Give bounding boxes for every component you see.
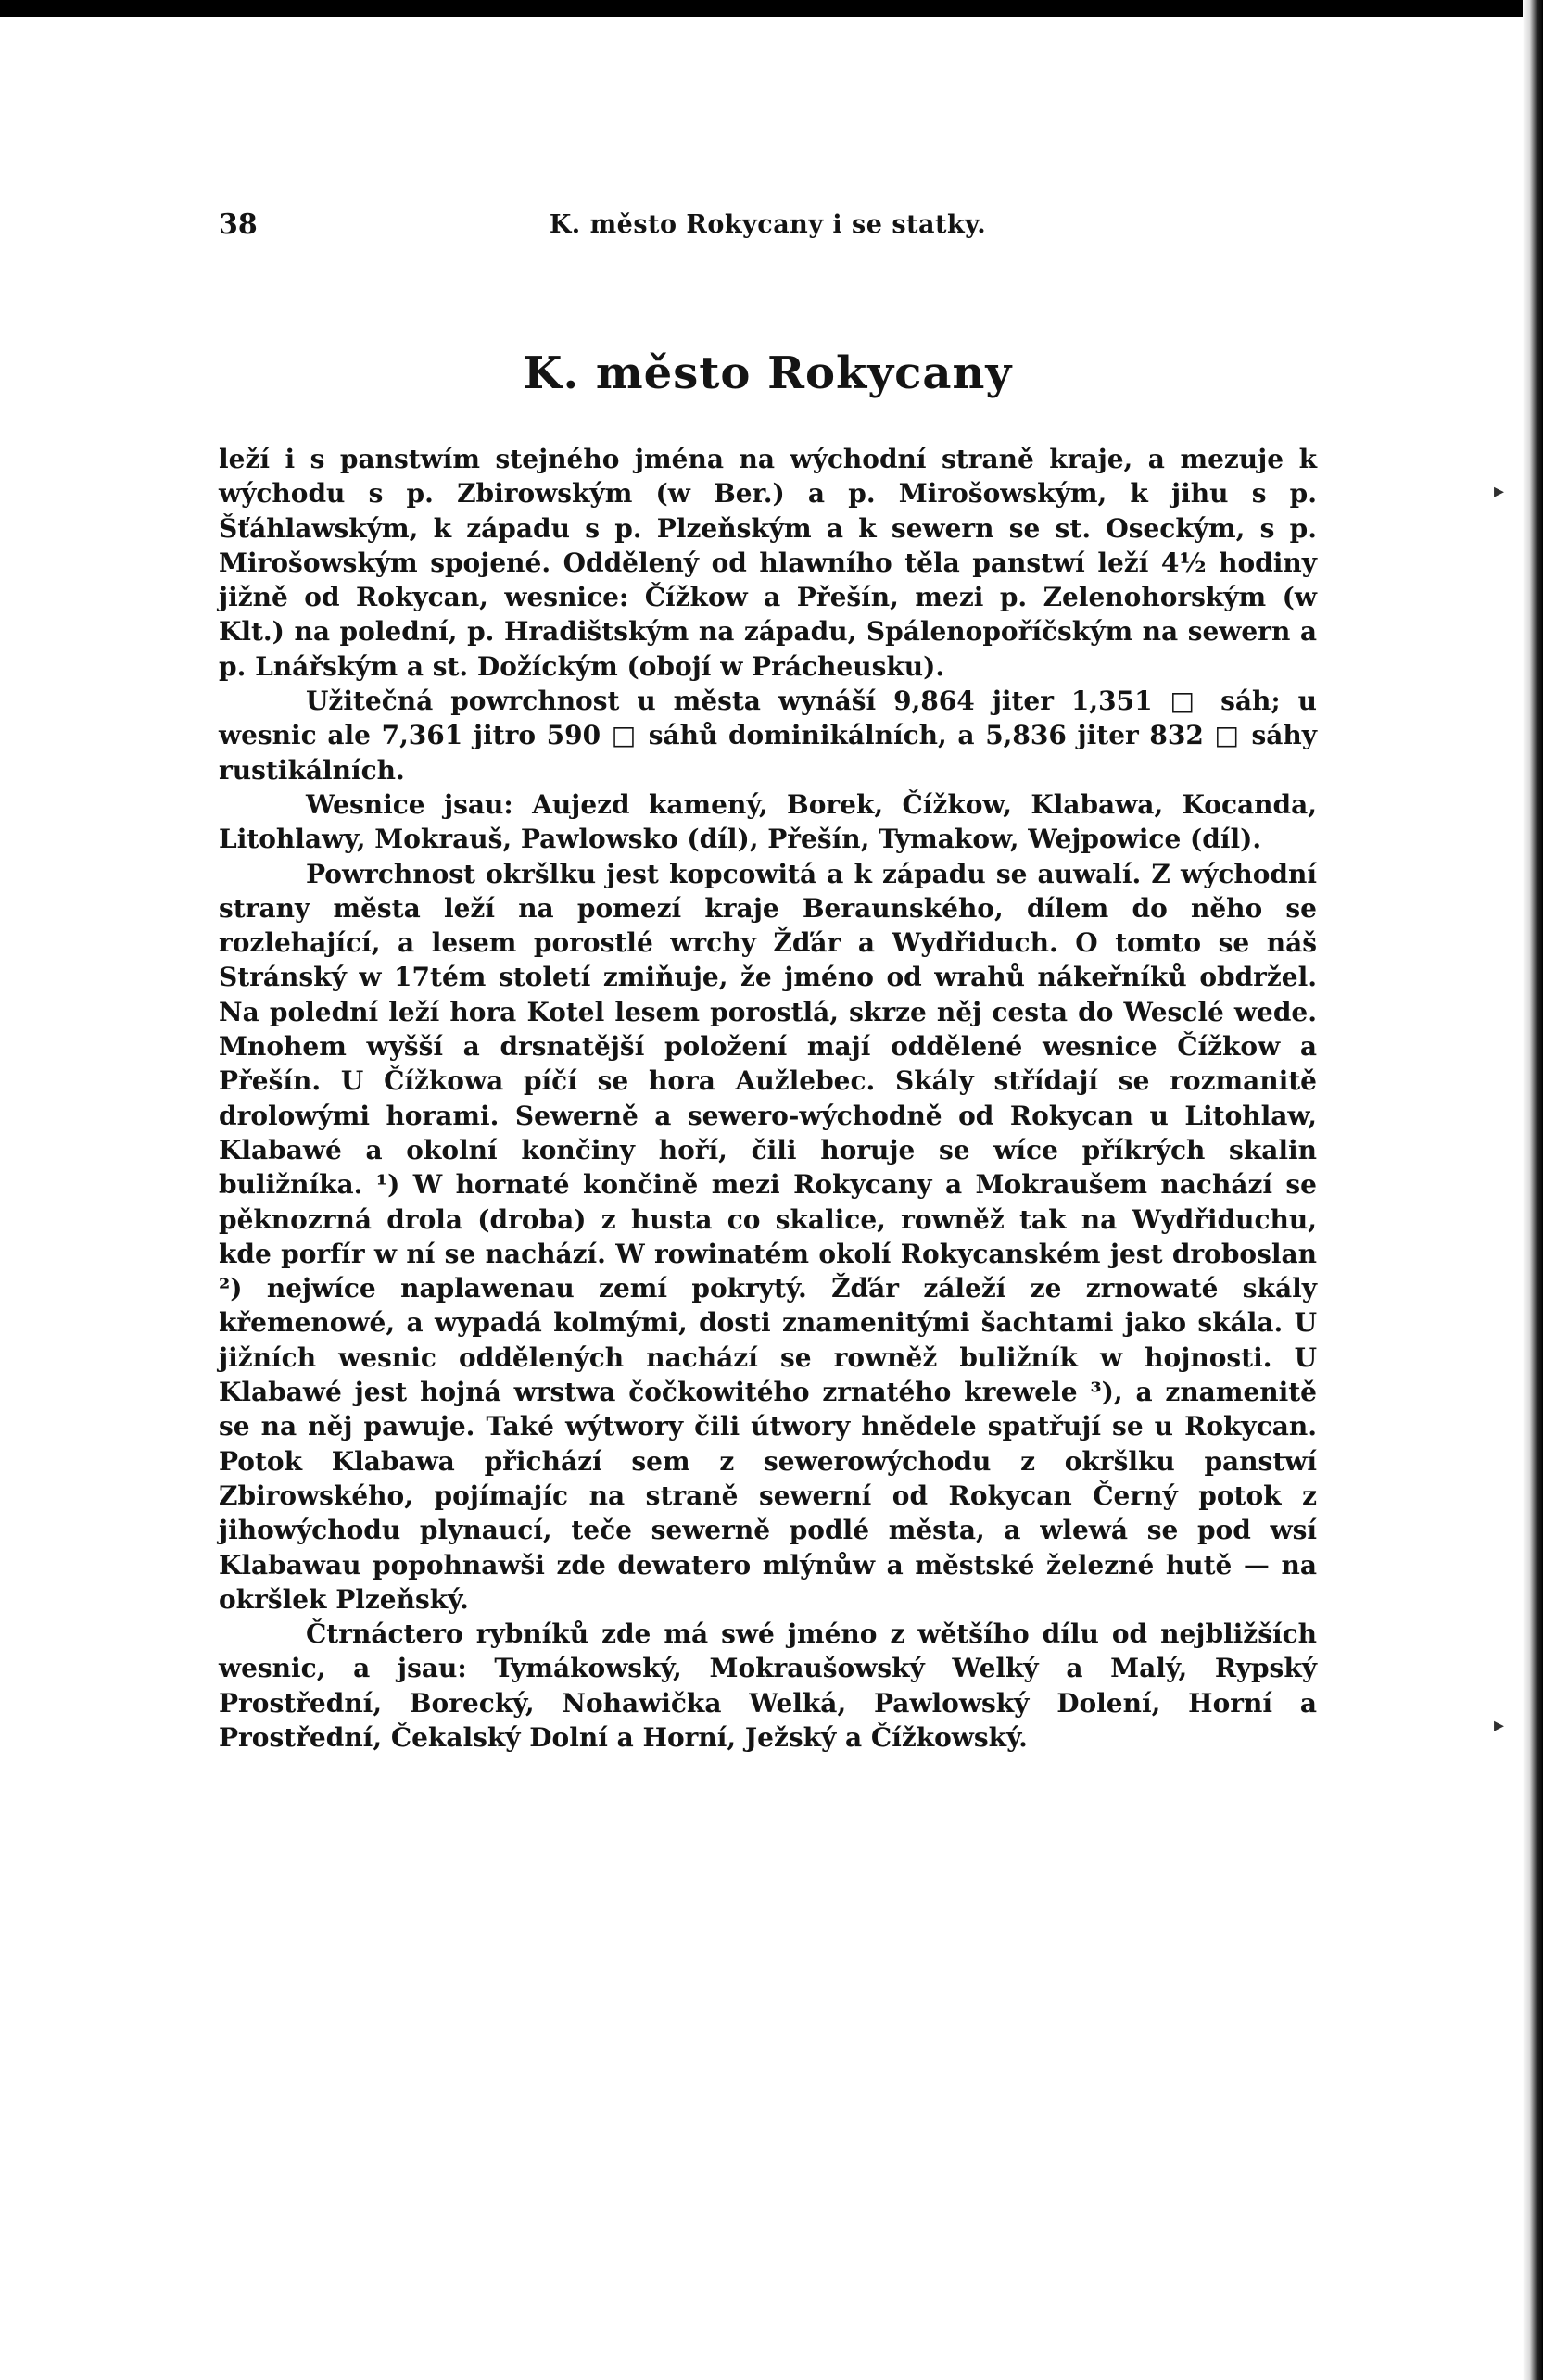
paragraph-ponds: Čtrnáctero rybníků zde má swé jméno z wětšího dílu od nejbližších wesnic, a jsau: Tymákowský, Mokraušowský Welký a Malý, Rypský Prostřední, Borecký, Nohawička Welká, Pawlowský Dolení, Horní a Prostřední, Čekalský Dolní a Horní, Ježský a Čížkowský.	[219, 1618, 1317, 1753]
running-head	[219, 208, 1317, 255]
margin-mark-lower: ▸	[1494, 1714, 1505, 1737]
body-text	[219, 442, 1317, 1755]
paragraph-location: leží i s panstwím stejného jména na wýchodní straně kraje, a mezuje k wýchodu s p. Zbirowským (w Ber.) a p. Mirošowským, k jihu s p. Šťáhlawským, k západu s p. Plzeňským a k sewern se st. Oseckým, s p. Mirošowským spojené. Oddělený od hlawního těla panstwí leží 4½ hodiny jižně od Rokycan, wesnice: Čížkow a Přešín, mezi p. Zelenohorským (w Klt.) na polední, p. Hradištským na západu, Spálenopoříčským na sewern a p. Lnářským a st. Dožíckým (obojí w Prácheusku).	[219, 444, 1317, 682]
page-number: 38	[219, 208, 258, 241]
scan-border-right	[1523, 0, 1543, 2380]
running-title: K. město Rokycany i se statky.	[549, 210, 987, 239]
chapter-title: K. město Rokycany	[523, 347, 1013, 399]
scan-border-top	[0, 0, 1543, 17]
book-page	[219, 208, 1317, 1755]
margin-mark-upper: ▸	[1494, 480, 1505, 503]
paragraph-area: Užitečná powrchnost u města wynáší 9,864 jiter 1,351 □ sáh; u wesnic ale 7,361 jitro 590 □ sáhů dominikálních, a 5,836 jiter 832 □ sáhy rustikálních.	[219, 686, 1317, 786]
paragraph-villages: Wesnice jsau: Aujezd kamený, Borek, Čížkow, Klabawa, Kocanda, Litohlawy, Mokrauš, Pawlowsko (díl), Přešín, Tymakow, Wejpowice (díl).	[219, 788, 1317, 855]
paragraph-terrain: Powrchnost okršlku jest kopcowitá a k západu se auwalí. Z wýchodní strany města leží na pomezí kraje Beraunského, dílem do něho se rozlehající, a lesem porostlé wrchy Žďár a Wydřiduch. O tomto se náš Stránský w 17tém století zmiňuje, že jméno od wrahů nákeřníků obdržel. Na polední leží hora Kotel lesem porostlá, skrze něj cesta do Wesclé wede. Mnohem wyšší a drsnatější položení mají oddělené wesnice Čížkow a Přešín. U Čížkowa píčí se hora Aužlebec. Skály střídají se rozmanitě drolowými horami. Sewerně a sewero-wýchodně od Rokycan u Litohlaw, Klabawé a okolní končiny hoří, čili horuje se wíce příkrých skalin buližníka. ¹) W hornaté končině mezi Rokycany a Mokraušem nachází se pěknozrná drola (droba) z husta co skalice, rowněž tak na Wydřiduchu, kde porfír w ní se nachází. W rowinatém okolí Rokycanském jest droboslan ²) nejwíce naplawenau zemí pokrytý. Žďár záleží ze zrnowaté skály křemenowé, a wypadá kolmými, dosti znamenitými šachtami jako skála. U jižních wesnic oddělených nachází se rowněž buližník w hojnosti. U Klabawé jest hojná wrstwa čočkowitého zrnatého krewele ³), a znamenitě se na něj pawuje. Také wýtwory čili útwory hnědele spatřují se u Rokycan. Potok Klabawa přichází sem z sewerowýchodu z okršlku panstwí Zbirowského, pojímajíc na straně sewerní od Rokycan Černý potok z jihowýchodu plynaucí, teče sewerně podlé města, a wlewá se pod wsí Klabawau popohnawši zde dewatero mlýnůw a městské železné hutě — na okršlek Plzeňský.	[219, 858, 1317, 1615]
